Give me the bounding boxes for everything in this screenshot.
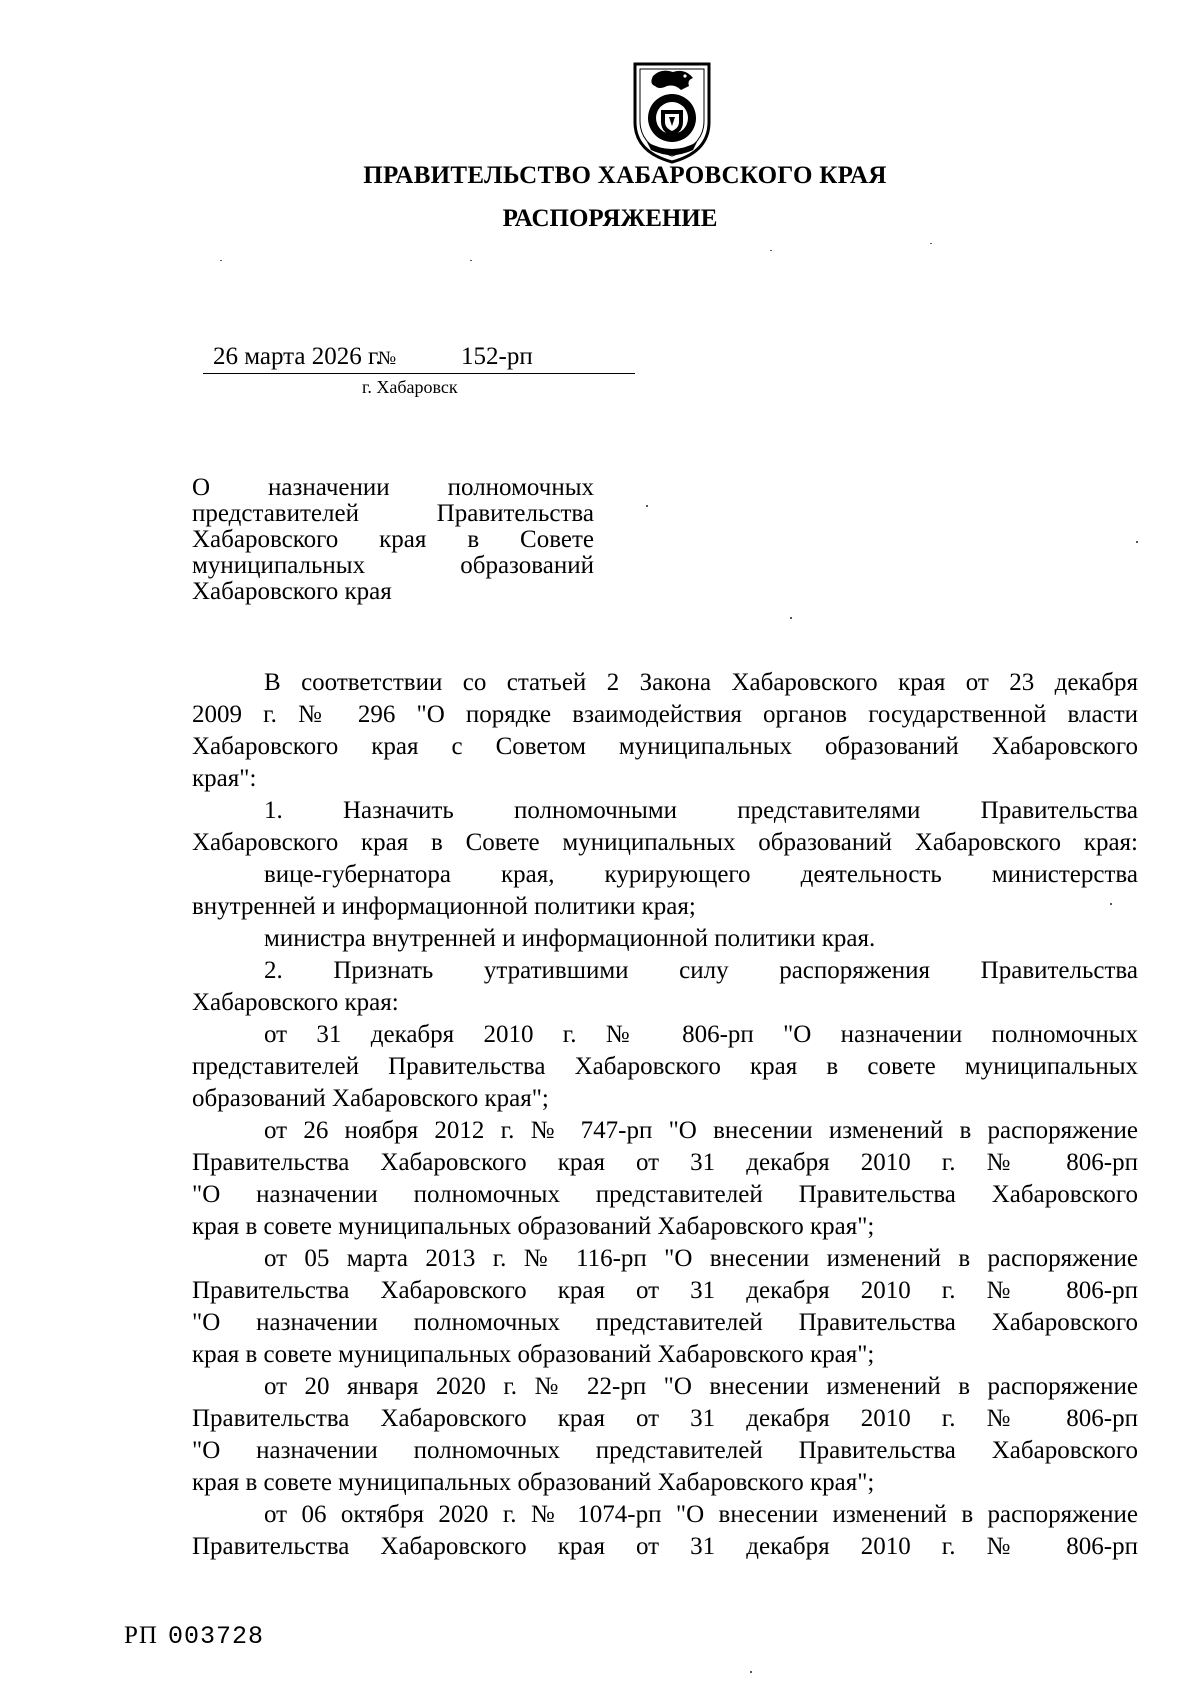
subject-line: представителей Правительства [192, 500, 594, 527]
body-line: образований Хабаровского края"; [192, 1085, 549, 1112]
body-line: Правительства Хабаровского края от 31 декабря 2010 г. № 806-рп [192, 1149, 1138, 1176]
document-type-heading: РАСПОРЯЖЕНИЕ [502, 205, 718, 232]
body-line: Хабаровского края с Советом муниципальных образований Хабаровского [192, 733, 1138, 760]
body-line: "О назначении полномочных представителей Правительства Хабаровского [192, 1181, 1138, 1208]
scan-speck [930, 243, 932, 244]
body-line: края": [192, 765, 257, 792]
subject-line: муниципальных образований [192, 552, 594, 579]
body-line: 2. Признать утратившими силу распоряжения Правительства [264, 957, 1138, 984]
body-line: края в совете муниципальных образований Хабаровского края"; [192, 1213, 875, 1240]
body-line: Правительства Хабаровского края от 31 декабря 2010 г. № 806-рп [192, 1405, 1138, 1432]
body-line: министра внутренней и информационной политики края. [264, 925, 876, 952]
serial-prefix: РП [124, 1622, 158, 1649]
document-subject [192, 475, 594, 605]
body-line: от 31 декабря 2010 г. № 806-рп "О назначении полномочных [264, 1021, 1138, 1048]
body-line: 2009 г. № 296 "О порядке взаимодействия органов государственной власти [192, 701, 1138, 728]
body-line: Хабаровского края в Совете муниципальных образований Хабаровского края: [192, 829, 1138, 856]
document-number: 152-рп [461, 343, 533, 370]
scan-speck [770, 250, 772, 251]
subject-line: Хабаровского края в Совете [192, 526, 594, 553]
date-underline [203, 373, 635, 374]
body-line: внутренней и информационной политики края; [192, 893, 696, 920]
scan-speck [790, 617, 792, 619]
body-line: края в совете муниципальных образований Хабаровского края"; [192, 1469, 875, 1496]
body-line: края в совете муниципальных образований Хабаровского края"; [192, 1341, 875, 1368]
coat-of-arms-icon [631, 60, 713, 164]
body-line: В соответствии со статьей 2 Закона Хабаровского края от 23 декабря [264, 669, 1138, 696]
body-line: Правительства Хабаровского края от 31 декабря 2010 г. № 806-рп [192, 1277, 1138, 1304]
body-line: представителей Правительства Хабаровского края в совете муниципальных [192, 1053, 1138, 1080]
scan-speck [1110, 903, 1112, 905]
form-serial-number [124, 1622, 264, 1651]
body-line: "О назначении полномочных представителей Правительства Хабаровского [192, 1309, 1138, 1336]
scan-speck [470, 260, 472, 261]
scan-speck [1136, 541, 1138, 543]
body-line: 1. Назначить полномочными представителями Правительства [264, 797, 1138, 824]
organization-title: ПРАВИТЕЛЬСТВО ХАБАРОВСКОГО КРАЯ [363, 162, 887, 189]
body-line: от 26 ноября 2012 г. № 747-рп "О внесении изменений в распоряжение [264, 1117, 1138, 1144]
document-body [192, 667, 1138, 1563]
body-line: Хабаровского края: [192, 989, 399, 1016]
body-line: вице-губернатора края, курирующего деятельность министерства [264, 861, 1138, 888]
subject-line: О назначении полномочных [192, 474, 594, 501]
body-line: Правительства Хабаровского края от 31 декабря 2010 г. № 806-рп [192, 1533, 1138, 1560]
number-sign: № [378, 348, 397, 369]
body-line: от 20 января 2020 г. № 22-рп "О внесении изменений в распоряжение [264, 1373, 1138, 1400]
body-line: от 05 марта 2013 г. № 116-рп "О внесении изменений в распоряжение [264, 1245, 1138, 1272]
document-city: г. Хабаровск [362, 377, 458, 397]
scan-speck [750, 1671, 752, 1673]
subject-line: Хабаровского края [192, 578, 392, 605]
scan-speck [646, 505, 648, 507]
scan-speck [220, 260, 222, 261]
document-date: 26 марта 2026 г. [213, 343, 382, 370]
serial-number: 003728 [167, 1622, 264, 1651]
body-line: "О назначении полномочных представителей Правительства Хабаровского [192, 1437, 1138, 1464]
body-line: от 06 октября 2020 г. № 1074-рп "О внесении изменений в распоряжение [264, 1501, 1138, 1528]
date-number-line [203, 343, 635, 377]
